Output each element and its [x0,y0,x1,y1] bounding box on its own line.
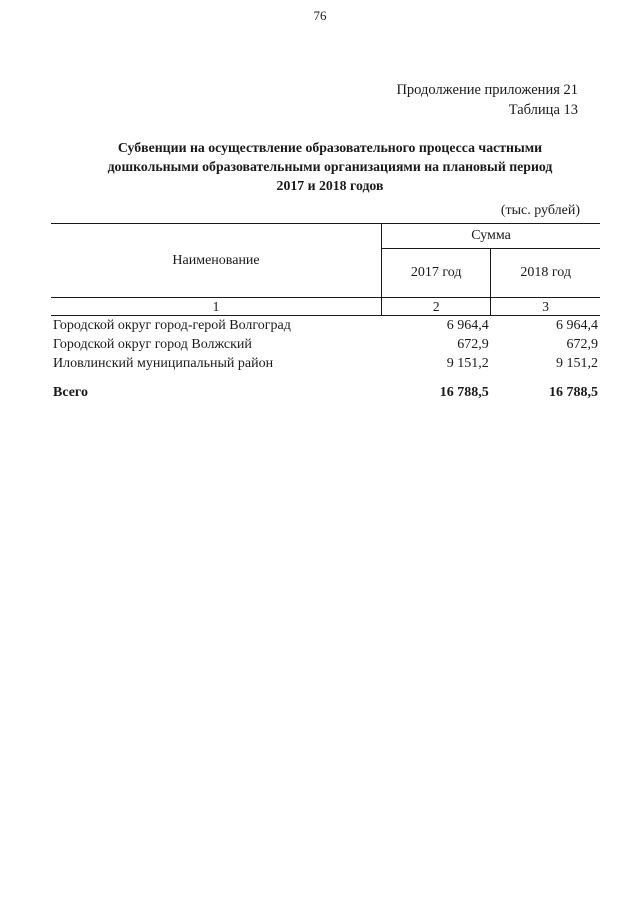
column-number: 3 [491,298,600,316]
units-note: (тыс. рублей) [500,203,580,218]
header-year-2018: 2018 год [520,265,571,280]
column-number-row [51,298,600,316]
appendix-header [396,80,578,120]
header-name: Наименование [51,224,382,298]
table-row [51,335,600,354]
total-value-2018: 16 788,5 [549,384,598,400]
document-title [60,138,600,195]
title-line-3: 2017 и 2018 годов [276,178,384,193]
column-number: 1 [51,298,382,316]
row-name: Городской округ город-герой Волгоград [53,317,291,333]
page-number: 76 [313,8,327,23]
row-value-2017: 672,9 [457,336,489,352]
column-number: 2 [382,298,491,316]
total-label: Всего [53,384,88,400]
row-value-2017: 6 964,4 [446,317,489,333]
table-label: Таблица 13 [508,102,578,118]
title-line-1: Субвенции на осуществление образовательного процесса частными [117,140,543,155]
row-name: Иловлинский муниципальный район [53,355,274,371]
header-sum: Сумма [382,224,600,249]
row-value-2018: 6 964,4 [556,317,598,333]
title-line-2: дошкольными образовательными организациями на плановый период [107,159,553,174]
appendix-continuation: Продолжение приложения 21 [396,82,578,98]
table-row [51,354,600,373]
total-row [51,373,600,402]
header-year-2017: 2017 год [382,249,491,298]
row-value-2018: 672,9 [566,336,598,352]
row-value-2018: 9 151,2 [556,355,598,371]
total-value-2017: 16 788,5 [439,384,489,400]
subventions-table [51,223,600,402]
row-value-2017: 9 151,2 [446,355,489,371]
row-name: Городской округ город Волжский [53,336,252,352]
table-row [51,316,600,336]
header-row-top [51,224,600,249]
